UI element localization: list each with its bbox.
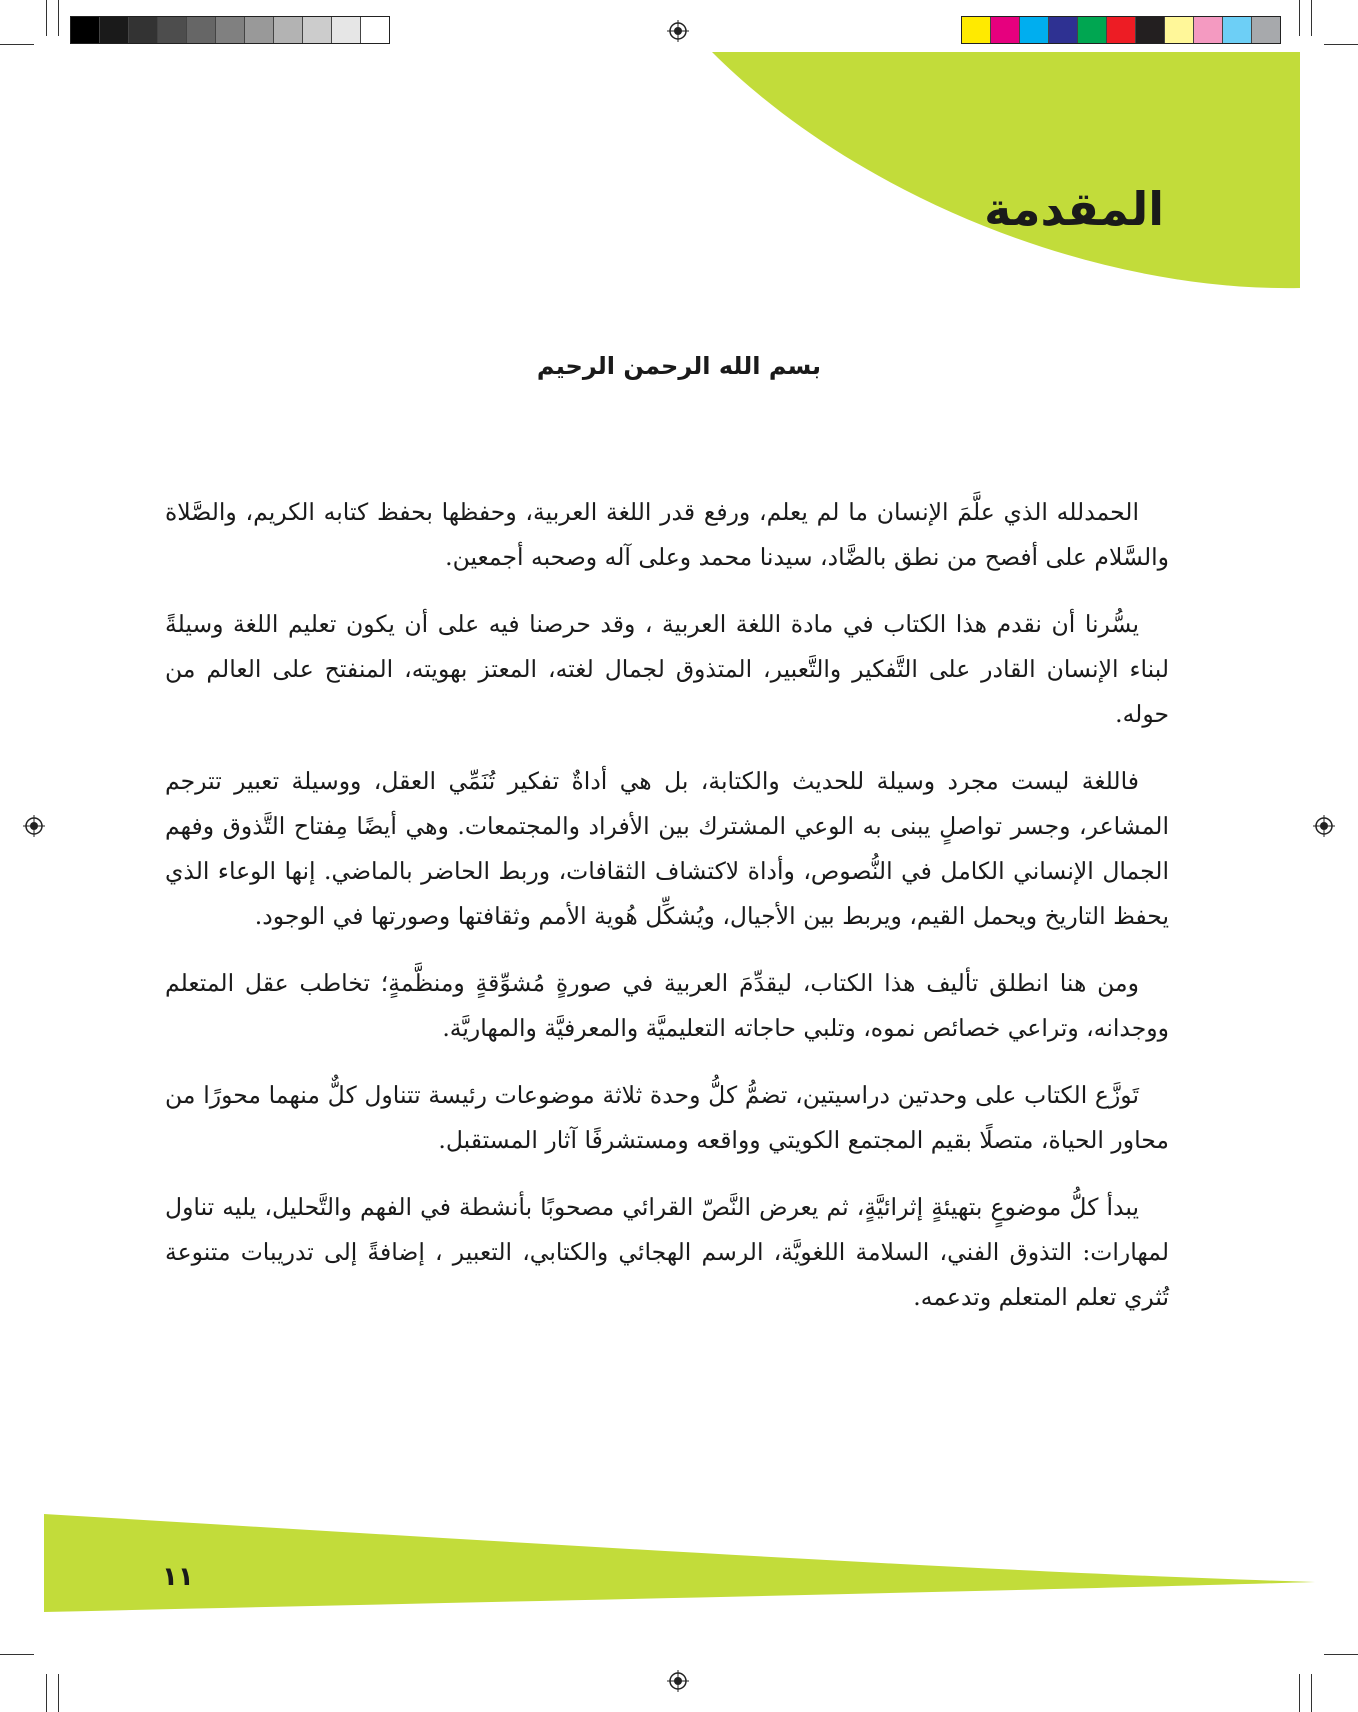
paragraph: يبدأ كلُّ موضوعٍ بتهيئةٍ إثرائيَّةٍ، ثم يعرض النَّصّ القرائي مصحوبًا بأنشطة في الفهم والتَّحليل، يليه تناول لمهارات: التذوق الفني، السلامة اللغويَّة، الرسم الهجائي والكتابي، التعبير ، إضافةً إلى تدريبات متنوعة تُثري تعلم المتعلم وتدعمه. — [165, 1193, 1169, 1311]
paragraph: فاللغة ليست مجرد وسيلة للحديث والكتابة، بل هي أداةٌ تفكير تُنَمِّي العقل، ووسيلة تعبير تترجم المشاعر، وجسر تواصلٍ يبنى به الوعي المشترك بين الأفراد والمجتمعات. وهي أيضًا مِفتاح التَّذوق وفهم الجمال الإنساني الكامل في النُّصوص، وأداة لاكتشاف الثقافات، وربط الحاضر بالماضي. إنها الوعاء الذي يحفظ التاريخ ويحمل القيم، ويربط بين الأجيال، ويُشكِّل هُوية الأمم وثقافتها وصورتها في الوجود. — [165, 767, 1169, 930]
basmala-heading: بسم الله الرحمن الرحيم — [536, 352, 822, 380]
page-title: المقدمة — [984, 182, 1164, 236]
title-banner-shape — [712, 52, 1300, 288]
paragraph: يسُّرنا أن نقدم هذا الكتاب في مادة اللغة العربية ، وقد حرصنا فيه على أن يكون تعليم اللغة وسيلةً لبناء الإنسان القادر على التَّفكير والتَّعبير، المتذوق لجمال لغته، المعتز بهويته، المنفتح على العالم من حوله. — [165, 610, 1169, 728]
paragraph: الحمدلله الذي علَّمَ الإنسان ما لم يعلم، ورفع قدر اللغة العربية، وحفظها بحفظ كتابه الكريم، والصَّلاة والسَّلام على أفصح من نطق بالضَّاد، سيدنا محمد وعلى آله وصحبه أجمعين. — [165, 498, 1169, 571]
paragraph: تَوزَّع الكتاب على وحدتين دراسيتين، تضمُّ كلُّ وحدة ثلاثة موضوعات رئيسة تتناول كلٌّ منهما محورًا من محاور الحياة، متصلًا بقيم المجتمع الكويتي وواقعه ومستشرفًا آثار المستقبل. — [165, 1081, 1169, 1154]
paragraph: ومن هنا انطلق تأليف هذا الكتاب، ليقدِّمَ العربية في صورةٍ مُشوِّقةٍ ومنظَّمةٍ؛ تخاطب عقل المتعلم ووجدانه، وتراعي خصائص نموه، وتلبي حاجاته التعليميَّة والمعرفيَّة والمهاريَّة. — [165, 969, 1169, 1042]
introduction-body — [165, 490, 1169, 1342]
page-number: ١١ — [162, 1562, 194, 1592]
footer-swoosh-shape — [44, 1514, 1315, 1612]
